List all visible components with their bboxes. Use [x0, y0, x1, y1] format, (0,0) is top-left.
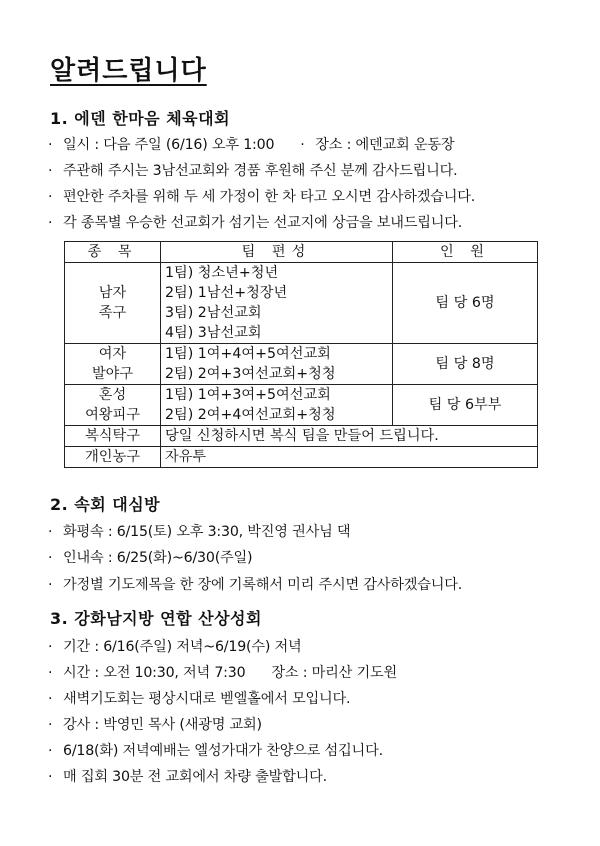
- section1-schedule-line: · 일시 : 다음 주일 (6/16) 오후 1:00 · 장소 : 에덴교회 운동장: [48, 137, 455, 153]
- section2-line: · 화평속 : 6/15(토) 오후 3:30, 박진영 권사님 댁: [48, 524, 351, 540]
- section3-line-text: 매 집회 30분 전 교회에서 차량 출발합니다.: [63, 769, 327, 785]
- column-header-teams: 팀 편성: [161, 242, 393, 263]
- event-name: 발야구: [91, 366, 134, 382]
- section1-line: · 각 종목별 우승한 선교회가 섬기는 선교지에 상금을 보내드립니다.: [48, 215, 463, 231]
- team-entry: 2팀) 2여+3여선교회+청청: [165, 366, 336, 382]
- team-entry: 3팀) 2남선교회: [165, 305, 262, 321]
- section1-date: 일시 : 다음 주일 (6/16) 오후 1:00: [63, 137, 275, 153]
- event-name: 남자: [98, 285, 127, 301]
- table-row: [65, 426, 538, 447]
- section3-time-place-line: · 시간 : 오전 10:30, 저녁 7:30 장소 : 마리산 기도원: [48, 665, 397, 681]
- section2-line-text: 인내속 : 6/25(화)~6/30(주일): [63, 550, 253, 566]
- section3-line-text: 새벽기도회는 평상시대로 벧엘홀에서 모입니다.: [63, 691, 351, 707]
- count-cell: 팀 당 8명: [393, 344, 538, 385]
- section1-line-text: 각 종목별 우승한 선교회가 섬기는 선교지에 상금을 보내드립니다.: [63, 215, 463, 231]
- section2-line: · 인내속 : 6/25(화)~6/30(주일): [48, 550, 253, 566]
- sports-team-table: [64, 241, 538, 468]
- section1-place: 장소 : 에덴교회 운동장: [315, 137, 455, 153]
- team-entry: 2팀) 2여+4여선교회+청청: [165, 407, 336, 423]
- section1-line-text: 편안한 주차를 위해 두 세 가정이 한 차 타고 오시면 감사하겠습니다.: [63, 189, 476, 205]
- section2-heading: 2. 속회 대심방: [50, 495, 161, 514]
- section3-line: · 매 집회 30분 전 교회에서 차량 출발합니다.: [48, 769, 327, 785]
- section3-line: · 새벽기도회는 평상시대로 벧엘홀에서 모입니다.: [48, 691, 351, 707]
- count-cell: 팀 당 6부부: [393, 385, 538, 426]
- event-cell: [65, 263, 161, 344]
- event-name: 혼성: [98, 387, 127, 403]
- teams-cell: 당일 신청하시면 복식 팀을 만들어 드립니다.: [161, 426, 538, 447]
- event-cell: [65, 385, 161, 426]
- event-cell: [65, 344, 161, 385]
- section3-line-text: 6/18(화) 저녁예배는 엘성가대가 찬양으로 섬깁니다.: [63, 743, 383, 759]
- count-cell: 팀 당 6명: [393, 263, 538, 344]
- team-entry: 1팀) 1여+4여+5여선교회: [165, 346, 331, 362]
- teams-cell: [161, 263, 393, 344]
- event-cell: 복식탁구: [65, 426, 161, 447]
- section3-time: 시간 : 오전 10:30, 저녁 7:30: [63, 665, 246, 681]
- section3-place: 장소 : 마리산 기도원: [271, 665, 397, 681]
- column-header-event: 종 목: [65, 242, 161, 263]
- section1-heading: 1. 에덴 한마음 체육대회: [50, 109, 231, 128]
- team-entry: 1팀) 청소년+청년: [165, 265, 279, 281]
- teams-cell: 자유투: [161, 447, 538, 468]
- section3-heading: 3. 강화남지방 연합 산상성회: [50, 609, 262, 628]
- team-entry: 2팀) 1남선+청장년: [165, 285, 288, 301]
- section3-line-text: 강사 : 박영민 목사 (새광명 교회): [63, 717, 262, 733]
- table-row: [65, 447, 538, 468]
- section3-period: 기간 : 6/16(주일) 저녁~6/19(수) 저녁: [63, 639, 302, 655]
- event-name: 여자: [98, 346, 127, 362]
- section1-line-text: 주관해 주시는 3남선교회와 경품 후원해 주신 분께 감사드립니다.: [63, 163, 458, 179]
- table-row: [65, 344, 538, 385]
- teams-cell: [161, 385, 393, 426]
- team-entry: 1팀) 1여+3여+5여선교회: [165, 387, 331, 403]
- table-header-row: [65, 242, 538, 263]
- table-row: [65, 385, 538, 426]
- section3-line: · 6/18(화) 저녁예배는 엘성가대가 찬양으로 섬깁니다.: [48, 743, 383, 759]
- section3-line: · 기간 : 6/16(주일) 저녁~6/19(수) 저녁: [48, 639, 302, 655]
- event-cell: 개인농구: [65, 447, 161, 468]
- page-title: 알려드립니다: [50, 56, 207, 86]
- table-row: [65, 263, 538, 344]
- team-entry: 4팀) 3남선교회: [165, 325, 262, 341]
- teams-cell: [161, 344, 393, 385]
- column-header-count: 인 원: [393, 242, 538, 263]
- section2-line: · 가정별 기도제목을 한 장에 기록해서 미리 주시면 감사하겠습니다.: [48, 577, 463, 593]
- section2-line-text: 가정별 기도제목을 한 장에 기록해서 미리 주시면 감사하겠습니다.: [63, 577, 463, 593]
- event-name: 여왕피구: [85, 407, 140, 423]
- section1-line: · 주관해 주시는 3남선교회와 경품 후원해 주신 분께 감사드립니다.: [48, 163, 458, 179]
- section2-line-text: 화평속 : 6/15(토) 오후 3:30, 박진영 권사님 댁: [63, 524, 351, 540]
- event-name: 족구: [98, 305, 127, 321]
- section1-line: · 편안한 주차를 위해 두 세 가정이 한 차 타고 오시면 감사하겠습니다.: [48, 189, 476, 205]
- section3-line: · 강사 : 박영민 목사 (새광명 교회): [48, 717, 262, 733]
